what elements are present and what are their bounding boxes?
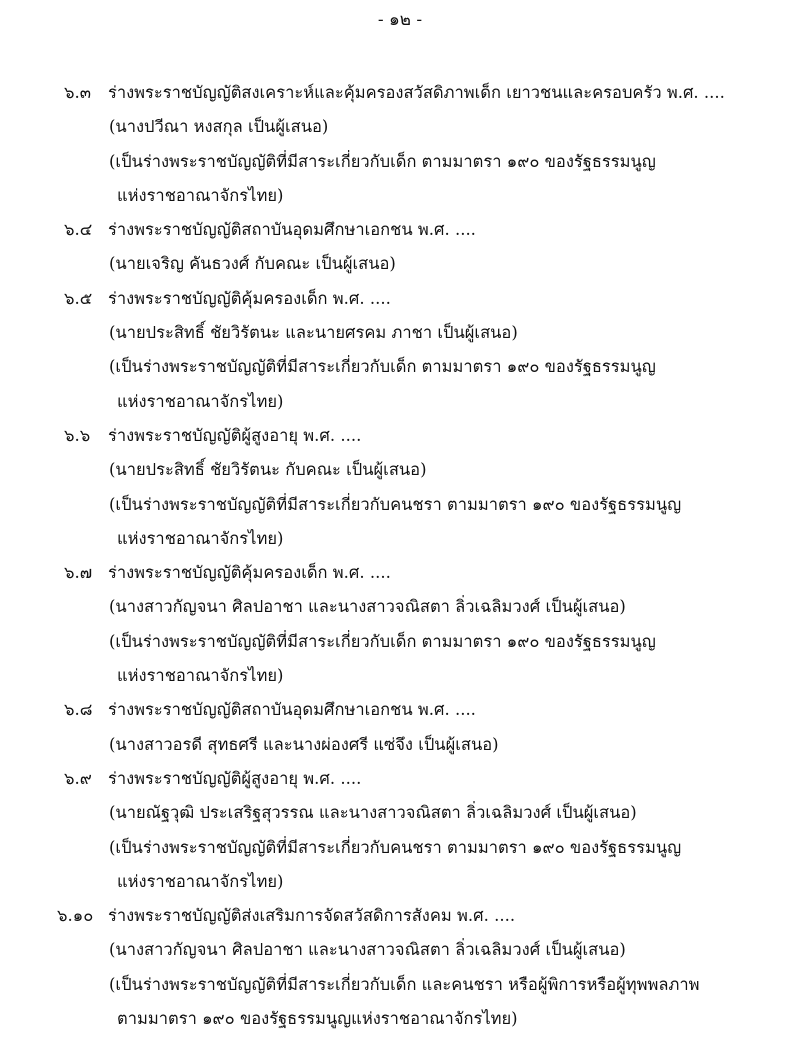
bill-proposer: (นายประสิทธิ์ ชัยวิรัตนะ และนายศรคม ภาชา เป็นผู้เสนอ) (109, 323, 518, 343)
bill-proposer-line (0, 247, 800, 281)
bill-note: (เป็นร่างพระราชบัญญัติที่มีสาระเกี่ยวกับเด็ก ตามมาตรา ๑๙๐ ของรัฐธรรมนูญ (109, 357, 656, 377)
bill-proposer: (นางสาวกัญจนา ศิลปอาชา และนางสาวจณิสตา ลิ่วเฉลิมวงศ์ เป็นผู้เสนอ) (109, 597, 626, 617)
bill-note-continuation-line (0, 865, 800, 899)
bill-title: ร่างพระราชบัญญัติผู้สูงอายุ พ.ศ. .... (108, 425, 362, 445)
bill-note: (เป็นร่างพระราชบัญญัติที่มีสาระเกี่ยวกับเด็ก ตามมาตรา ๑๙๐ ของรัฐธรรมนูญ (109, 151, 656, 171)
bill-note: (เป็นร่างพระราชบัญญัติที่มีสาระเกี่ยวกับคนชรา ตามมาตรา ๑๙๐ ของรัฐธรรมนูญ (109, 494, 682, 514)
bill-item (0, 213, 800, 282)
bill-item (0, 693, 800, 762)
bill-title: ร่างพระราชบัญญัติสถาบันอุดมศึกษาเอกชน พ.ศ. .... (108, 220, 476, 240)
item-number: ๖.๕ (64, 288, 93, 308)
bill-item (0, 76, 800, 213)
item-number: ๖.๙ (64, 768, 92, 788)
item-number: ๖.๗ (64, 563, 93, 583)
bill-note-continuation-line (0, 1002, 800, 1036)
bill-note-continuation-line (0, 659, 800, 693)
bill-note: (เป็นร่างพระราชบัญญัติที่มีสาระเกี่ยวกับเด็ก และคนชรา หรือผู้พิการหรือผู้ทุพพลภาพ (109, 974, 700, 994)
bill-title: ร่างพระราชบัญญัติคุ้มครองเด็ก พ.ศ. .... (108, 288, 391, 308)
bill-title: ร่างพระราชบัญญัติสถาบันอุดมศึกษาเอกชน พ.ศ. .... (108, 700, 476, 720)
bill-proposer-line (0, 796, 800, 830)
bill-proposer-line (0, 316, 800, 350)
bill-note-line (0, 968, 800, 1002)
bill-note-line (0, 350, 800, 384)
bill-note-continuation: แห่งราชอาณาจักรไทย) (117, 528, 284, 548)
bill-title-line (0, 419, 800, 453)
bill-title-line (0, 556, 800, 590)
bill-title: ร่างพระราชบัญญัติส่งเสริมการจัดสวัสดิการสังคม พ.ศ. .... (108, 906, 516, 926)
bill-proposer: (นางสาวอรดี สุทธศรี และนางผ่องศรี แซ่จึง เป็นผู้เสนอ) (109, 734, 499, 754)
bill-proposer-line (0, 453, 800, 487)
bill-title: ร่างพระราชบัญญัติคุ้มครองเด็ก พ.ศ. .... (108, 563, 391, 583)
bill-item (0, 762, 800, 899)
bill-note-continuation-line (0, 522, 800, 556)
bill-note-continuation: แห่งราชอาณาจักรไทย) (117, 666, 284, 686)
bill-note-continuation: แห่งราชอาณาจักรไทย) (117, 185, 284, 205)
bill-title-line (0, 899, 800, 933)
bill-note-continuation: แห่งราชอาณาจักรไทย) (117, 871, 284, 891)
bill-proposer: (นายเจริญ คันธวงศ์ กับคณะ เป็นผู้เสนอ) (109, 254, 396, 274)
bill-item (0, 282, 800, 419)
bill-title-line (0, 76, 800, 110)
bill-proposer: (นายประสิทธิ์ ชัยวิรัตนะ กับคณะ เป็นผู้เสนอ) (109, 460, 427, 480)
bill-title: ร่างพระราชบัญญัติสงเคราะห์และคุ้มครองสวัสดิภาพเด็ก เยาวชนและครอบครัว พ.ศ. .... (108, 83, 725, 102)
page-number: - ๑๒ - (377, 10, 423, 30)
bill-note-line (0, 145, 800, 179)
item-number: ๖.๓ (64, 83, 91, 102)
item-number: ๖.๘ (64, 700, 93, 720)
item-number: ๖.๖ (64, 425, 91, 445)
bill-proposer: (นายณัฐวุฒิ ประเสริฐสุวรรณ และนางสาวจณิสตา ลิ่วเฉลิมวงศ์ เป็นผู้เสนอ) (109, 803, 637, 823)
bill-proposer: (นางปวีณา หงสกุล เป็นผู้เสนอ) (109, 117, 329, 137)
bill-note-line (0, 625, 800, 659)
bill-title: ร่างพระราชบัญญัติผู้สูงอายุ พ.ศ. .... (108, 768, 362, 788)
bill-note-continuation-line (0, 385, 800, 419)
item-number: ๖.๔ (64, 220, 93, 240)
bill-title-line (0, 693, 800, 727)
bill-proposer-line (0, 933, 800, 967)
bill-note-line (0, 831, 800, 865)
bill-note-continuation: ตามมาตรา ๑๙๐ ของรัฐธรรมนูญแห่งราชอาณาจักรไทย) (117, 1009, 518, 1029)
bill-item (0, 899, 800, 1036)
bill-note: (เป็นร่างพระราชบัญญัติที่มีสาระเกี่ยวกับคนชรา ตามมาตรา ๑๙๐ ของรัฐธรรมนูญ (109, 837, 682, 857)
bill-title-line (0, 762, 800, 796)
bill-item (0, 556, 800, 693)
bill-list (0, 76, 800, 1036)
bill-note-line (0, 488, 800, 522)
bill-proposer-line (0, 728, 800, 762)
bill-proposer-line (0, 110, 800, 144)
bill-note-continuation-line (0, 179, 800, 213)
bill-proposer-line (0, 590, 800, 624)
bill-item (0, 419, 800, 556)
bill-note-continuation: แห่งราชอาณาจักรไทย) (117, 391, 284, 411)
bill-proposer: (นางสาวกัญจนา ศิลปอาชา และนางสาวจณิสตา ลิ่วเฉลิมวงศ์ เป็นผู้เสนอ) (109, 940, 626, 960)
bill-title-line (0, 282, 800, 316)
bill-title-line (0, 213, 800, 247)
item-number: ๖.๑๐ (57, 906, 94, 926)
bill-note: (เป็นร่างพระราชบัญญัติที่มีสาระเกี่ยวกับเด็ก ตามมาตรา ๑๙๐ ของรัฐธรรมนูญ (109, 631, 656, 651)
